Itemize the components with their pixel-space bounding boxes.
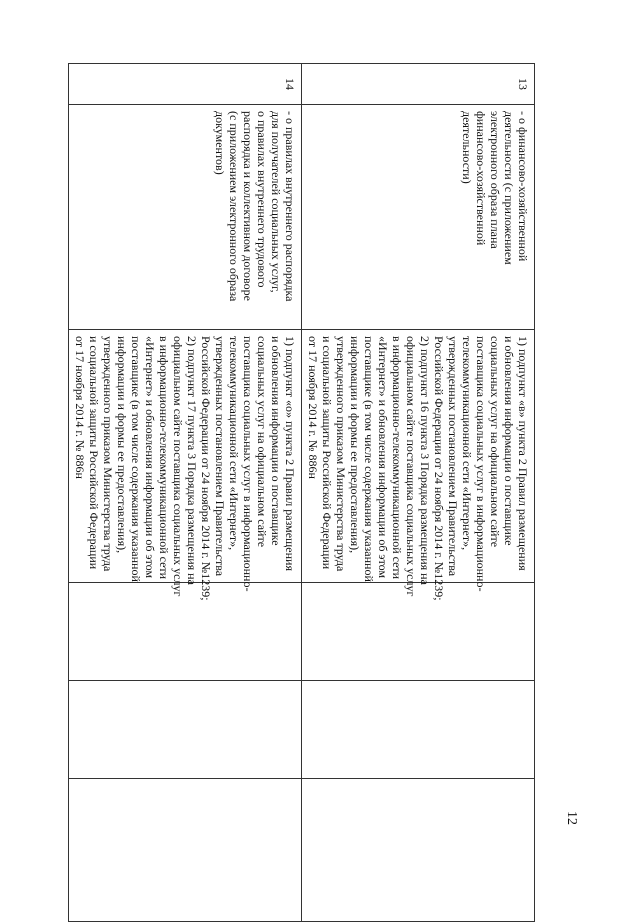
basis-line: Российской Федерации от 24 ноября 2014 г. №1239; (199, 336, 213, 601)
basis-line: 1) подпункт «в» пункта 2 Правил размещения (516, 336, 530, 571)
empty-cell (69, 681, 302, 779)
basis-line: информации и формы ее предоставления), (115, 336, 129, 554)
basis-line: социальных услуг на официальном сайте (488, 336, 502, 548)
table-row (302, 64, 535, 922)
basis-line: телекоммуникационной сети «Интернет», (227, 336, 241, 551)
basis-line: утвержденных постановлением Правительства (446, 336, 460, 577)
basis-line: информации и формы ее предоставления), (348, 336, 362, 554)
basis-line: утвержденных постановлением Правительства (213, 336, 227, 577)
basis-line: социальных услуг на официальном сайте (255, 336, 269, 548)
empty-cell (69, 779, 302, 922)
item-name-line: - о правилах внутреннего распорядка (283, 111, 297, 302)
basis-line: «Интернет» и обновления информации об этом (376, 336, 390, 579)
basis-line: в информационно-телекоммуникационной сети (157, 336, 171, 580)
item-name-cell (302, 105, 535, 330)
item-name-line: финансово-хозяйственной (474, 111, 488, 246)
legal-basis-cell (302, 330, 535, 601)
row-number: 13 (516, 78, 530, 90)
item-name-line: для получателей социальных услуг, (269, 111, 283, 293)
basis-line: поставщике (в том числе содержания указанной (129, 336, 143, 582)
basis-line: «Интернет» и обновления информации об этом (143, 336, 157, 579)
legal-basis-cell (69, 330, 302, 601)
basis-line: поставщике (в том числе содержания указанной (362, 336, 376, 582)
item-name-line: электронного образа плана (488, 111, 502, 249)
basis-line: утвержденного приказом Министерства труда (334, 336, 348, 572)
basis-line: 2) подпункт 16 пункта 3 Порядка размещения на (418, 336, 432, 585)
basis-line: и социальной защиты Российской Федерации (87, 336, 101, 570)
basis-line: 1) подпункт «о» пункта 2 Правил размещения (283, 336, 297, 571)
row-number-cell (69, 64, 302, 105)
basis-line: официальном сайте поставщика социальных услуг (404, 336, 418, 597)
basis-line: от 17 ноября 2014 г. № 886н (306, 336, 320, 479)
basis-line: поставщика социальных услуг в информационно- (241, 336, 255, 592)
basis-line: и обновления информации о поставщике (269, 336, 283, 546)
basis-line: 2) подпункт 17 пункта 3 Порядка размещения на (185, 336, 199, 585)
item-name-line: (с приложением электронного образа (227, 111, 241, 302)
basis-line: утвержденного приказом Министерства труда (101, 336, 115, 572)
empty-cell (302, 779, 535, 922)
item-name-line: деятельности (с приложением (502, 111, 516, 265)
item-name-line: документов) (213, 111, 227, 175)
basis-line: телекоммуникационной сети «Интернет», (460, 336, 474, 551)
item-name-line: распорядка и коллективном договоре (241, 111, 255, 301)
item-name-cell (69, 105, 302, 330)
empty-cell (302, 583, 535, 681)
basis-line: Российской Федерации от 24 ноября 2014 г. №1239; (432, 336, 446, 601)
page-number: 12 (564, 811, 579, 825)
item-name-line: деятельности) (460, 111, 474, 184)
empty-cell (302, 681, 535, 779)
basis-line: и обновления информации о поставщике (502, 336, 516, 546)
basis-line: в информационно-телекоммуникационной сети (390, 336, 404, 580)
basis-line: поставщика социальных услуг в информационно- (474, 336, 488, 592)
basis-line: официальном сайте поставщика социальных услуг (171, 336, 185, 597)
row-number: 14 (283, 78, 297, 90)
requirements-table (68, 63, 535, 922)
empty-cell (69, 583, 302, 681)
table-row (69, 64, 302, 922)
basis-line: и социальной защиты Российской Федерации (320, 336, 334, 570)
basis-line: от 17 ноября 2014 г. № 886н (73, 336, 87, 479)
item-name-line: о правилах внутреннего трудового (255, 111, 269, 288)
item-name-line: - о финансово-хозяйственной (516, 111, 530, 262)
row-number-cell (302, 64, 535, 105)
